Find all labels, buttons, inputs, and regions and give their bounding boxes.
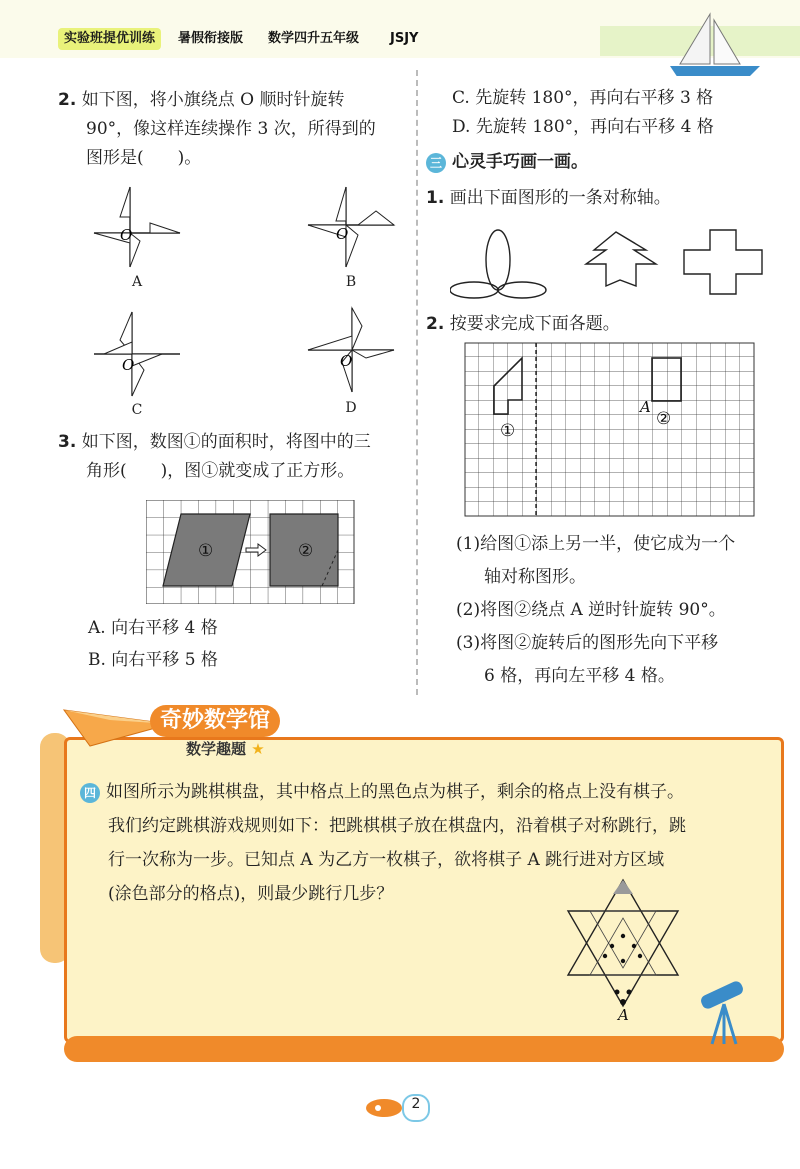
boat-hull-icon bbox=[670, 66, 760, 76]
task-line: (2)将图②绕点 A 逆时针旋转 90°。 bbox=[456, 600, 726, 620]
section-3-item-1 bbox=[426, 184, 671, 213]
question-number: 3. bbox=[58, 432, 77, 452]
question-line: 如下图，将小旗绕点 O 顺时针旋转 bbox=[81, 90, 345, 110]
column-divider bbox=[416, 70, 418, 695]
tripod-icon bbox=[712, 1004, 736, 1044]
q3-option-a: A. 向右平移 4 格 bbox=[88, 618, 218, 638]
board-triangle bbox=[568, 911, 678, 1006]
scroll-bottom-roll bbox=[64, 1036, 784, 1062]
fun-math-subtitle bbox=[186, 738, 265, 759]
point-o-label: O bbox=[120, 226, 133, 244]
option-a-figure bbox=[92, 185, 182, 270]
sailboat-decoration bbox=[600, 4, 800, 76]
problem-line: 我们约定跳棋游戏规则如下：把跳棋棋子放在棋盘内，沿着棋子对称跳行，跳 bbox=[108, 816, 686, 836]
q3-grid-figure bbox=[146, 500, 356, 604]
question-line: 如下图，数图①的面积时，将图中的三 bbox=[81, 432, 371, 452]
section-number-icon: 三 bbox=[426, 153, 446, 173]
q3-option-b: B. 向右平移 5 格 bbox=[88, 650, 218, 670]
problem-line: 行一次称为一步。已知点 A 为乙方一枚棋子，欲将棋子 A 跳行进对方区域 bbox=[108, 850, 665, 870]
porthole-icon bbox=[375, 1105, 381, 1111]
option-c-figure bbox=[92, 310, 182, 400]
point-a-label: A bbox=[640, 398, 651, 416]
submarine-icon bbox=[366, 1099, 402, 1117]
section-3-item-2 bbox=[426, 310, 620, 339]
transform-grid bbox=[464, 342, 756, 518]
publisher-label: JSJY bbox=[390, 31, 419, 46]
flag-shape bbox=[150, 223, 180, 233]
task-line: (3)将图②旋转后的图形先向下平移 bbox=[456, 633, 719, 653]
section-3-tasks bbox=[456, 528, 735, 693]
point-o-label: O bbox=[336, 225, 349, 243]
edition-label: 暑假衔接版 bbox=[178, 31, 244, 46]
fun-math-banner: 奇妙数学馆 bbox=[150, 705, 280, 737]
point-a-label: A bbox=[618, 1006, 629, 1022]
question-line: 角形( )，图①就变成了正方形。 bbox=[86, 461, 355, 481]
target-region bbox=[613, 880, 633, 894]
question-line: 90°，像这样连续操作 3 次，所得到的 bbox=[86, 119, 376, 139]
flag-shape bbox=[308, 336, 352, 350]
point-o-label: O bbox=[122, 356, 135, 374]
question-2 bbox=[58, 86, 408, 173]
problem-line: (涂色部分的格点)，则最少跳行几步？ bbox=[108, 884, 394, 904]
option-b-figure bbox=[306, 185, 396, 270]
cross-shape bbox=[684, 230, 762, 294]
item-number: 1. bbox=[426, 188, 445, 208]
q3-option-c: C. 先旋转 180°，再向右平移 3 格 bbox=[452, 88, 714, 108]
option-d-figure bbox=[306, 306, 396, 396]
task-line: 6 格，再向左平移 4 格。 bbox=[484, 666, 675, 686]
item-number: 2. bbox=[426, 314, 445, 334]
task-line: 轴对称图形。 bbox=[484, 567, 586, 587]
option-label: C bbox=[131, 402, 143, 418]
question-line: 图形是( )。 bbox=[86, 148, 202, 168]
figure-1-label: ① bbox=[500, 421, 516, 441]
chinese-checkers-board bbox=[560, 876, 686, 1022]
flag-shape bbox=[352, 350, 394, 358]
tree-shape bbox=[586, 232, 656, 286]
option-label: D bbox=[345, 400, 357, 416]
flag-shape bbox=[120, 187, 130, 217]
q3-option-d: D. 先旋转 180°，再向右平移 4 格 bbox=[452, 117, 714, 137]
section-title: 心灵手巧画一画。 bbox=[452, 152, 588, 172]
option-label: A bbox=[131, 274, 143, 290]
submarine-decoration bbox=[362, 1092, 406, 1120]
item-text: 按要求完成下面各题。 bbox=[449, 314, 620, 334]
section-number-icon: 四 bbox=[80, 783, 100, 803]
flag-shape bbox=[352, 308, 362, 350]
task-line: (1)给图①添上另一半，使它成为一个 bbox=[456, 534, 736, 554]
flag-shape bbox=[132, 354, 162, 366]
item-text: 画出下面图形的一条对称轴。 bbox=[449, 188, 671, 208]
flag-shape bbox=[358, 211, 394, 225]
option-label: B bbox=[345, 274, 357, 290]
symmetry-shapes bbox=[450, 228, 790, 306]
point-o-label: O bbox=[340, 352, 353, 370]
figure-2-label: ② bbox=[298, 541, 314, 561]
series-badge: 实验班提优训练 bbox=[58, 28, 161, 50]
three-petal-shape bbox=[450, 230, 546, 298]
subject-label: 数学四升五年级 bbox=[268, 31, 360, 46]
subtitle-text: 数学趣题 bbox=[186, 740, 247, 758]
flag-shape bbox=[104, 342, 132, 354]
page-number: 2 bbox=[402, 1094, 430, 1122]
star-icon: ★ bbox=[251, 740, 265, 758]
figure-1-label: ① bbox=[198, 541, 214, 561]
problem-line: 如图所示为跳棋棋盘，其中格点上的黑色点为棋子，剩余的格点上没有棋子。 bbox=[106, 782, 684, 802]
section-3-heading bbox=[426, 150, 588, 174]
question-3 bbox=[58, 428, 408, 486]
question-number: 2. bbox=[58, 90, 77, 110]
figure-2-label: ② bbox=[656, 409, 672, 429]
flag-shape bbox=[336, 187, 346, 221]
telescope-decoration bbox=[690, 980, 760, 1050]
